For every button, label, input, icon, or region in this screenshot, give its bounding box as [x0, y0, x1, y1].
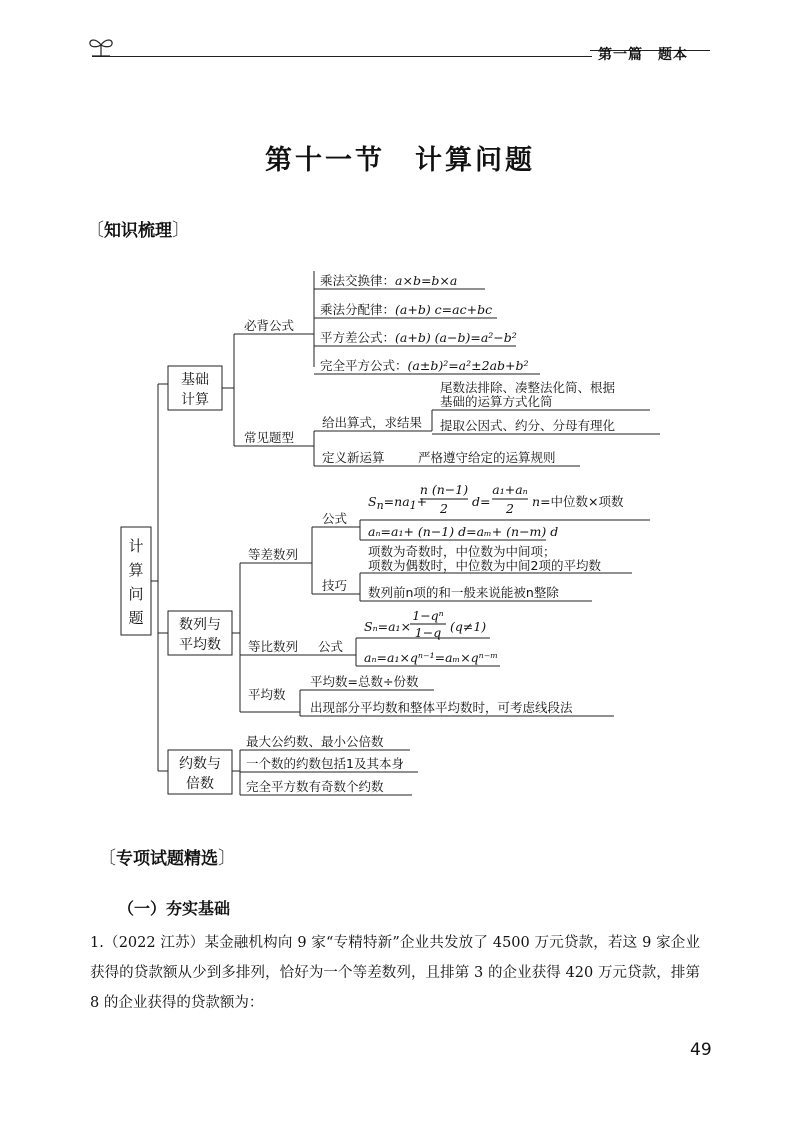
- b2-skill-1: 项数为奇数时，中位数为中间项；: [368, 544, 556, 559]
- b2-skill-label: 技巧: [322, 578, 348, 593]
- b3-item-3: 完全平方数有奇数个约数: [246, 779, 384, 794]
- b1-common-label: 常见题型: [244, 430, 295, 445]
- b1-must-item-2: 乘法分配律：(a+b) c=ac+bc: [320, 302, 493, 317]
- b1-given-label: 给出算式，求结果: [322, 415, 423, 430]
- question-1: 1.（2022 江苏）某金融机构向 9 家“专精特新”企业共发放了 4500 万元贷款，若这 9 家企业获得的贷款额从少到多排列，恰好为一个等差数列，且排第 3 的企业获得 420 万元贷款，排第 8 的企业获得的贷款额为：: [90, 935, 700, 1011]
- b1-given-note-2: 基础的运算方式化简: [440, 394, 553, 409]
- b2-skill-3: 数列前n项的和一般来说能被n整除: [368, 585, 559, 600]
- section-exercises: [98, 844, 236, 870]
- b2-formula-label: 公式: [322, 511, 348, 526]
- b1-define-note: 严格遵守给定的运算规则: [418, 450, 556, 465]
- section-exercises-label: 专项试题精选: [116, 849, 218, 869]
- b3-label-2: 倍数: [186, 776, 214, 792]
- root-connector: [151, 384, 168, 771]
- b2-skill-2: 项数为偶数时，中位数为中间2项的平均数: [368, 558, 601, 573]
- b3-label-1: 约数与: [179, 756, 221, 772]
- b2-an-formula: aₙ=a₁+ (n−1) d=aₘ+ (n−m) d: [368, 524, 559, 539]
- b1-define-label: 定义新运算: [322, 450, 385, 465]
- b2-sn-den2: 2: [506, 501, 514, 516]
- section-bracket-close-2: 〕: [218, 848, 236, 869]
- root-char-4: 题: [128, 609, 144, 627]
- b2-sn-d: d=: [472, 494, 491, 509]
- section-bracket-open-2: 〔: [98, 848, 116, 869]
- b1-given-note-3: 提取公因式、约分、分母有理化: [440, 418, 616, 433]
- b3-item-2: 一个数的约数包括1及其本身: [246, 756, 404, 771]
- b1-must-item-4: 完全平方公式：(a±b)²=a²±2ab+b²: [320, 358, 529, 373]
- root-char-3: 问: [128, 585, 144, 603]
- b1-must-label: 必背公式: [244, 318, 295, 333]
- b2-geo-cond: (q≠1): [450, 619, 487, 634]
- b3-item-1: 最大公约数、最小公倍数: [246, 734, 384, 749]
- b2-label-2: 平均数: [179, 637, 221, 653]
- b2-geo-formula-label: 公式: [318, 639, 344, 654]
- b1-label-2: 计算: [181, 392, 209, 408]
- b2-geo-label: 等比数列: [248, 639, 299, 654]
- b2-label-1: 数列与: [179, 617, 221, 633]
- b1-must-item-1: 乘法交换律：a×b=b×a: [320, 273, 458, 288]
- root-char-1: 计: [128, 537, 144, 555]
- b2-geo-an: aₙ=a₁×qⁿ⁻¹=aₘ×qⁿ⁻ᵐ: [364, 650, 499, 665]
- b2-avg-2: 出现部分平均数和整体平均数时，可考虑线段法: [310, 700, 573, 715]
- running-header: 第一篇 题本: [598, 47, 688, 63]
- b2-geo-sn: Sₙ=a₁×: [364, 619, 412, 634]
- b2-arith-label: 等差数列: [248, 547, 299, 562]
- b2-sn-den: 2: [440, 501, 448, 516]
- b1-given-note-1: 尾数法排除、凑整法化简、根据: [440, 380, 616, 395]
- b2-sn-formula: Sn=na1+: [368, 494, 428, 512]
- b2-geo-den: 1−q: [414, 625, 442, 640]
- page-title: 第十一节 计算问题: [265, 145, 535, 176]
- b2-avg-label: 平均数: [248, 687, 286, 702]
- b1-label-1: 基础: [181, 372, 209, 388]
- subsection-title: （一）夯实基础: [118, 899, 231, 918]
- section-bracket-open: 〔: [86, 220, 104, 241]
- b2-sn-num: n (n−1): [419, 482, 469, 497]
- root-char-2: 算: [128, 561, 144, 579]
- b2-sn-num2: a₁+aₙ: [492, 482, 528, 497]
- section-bracket-close: 〕: [172, 220, 190, 241]
- page-number: 49: [690, 1040, 712, 1060]
- b2-avg-1: 平均数=总数÷份数: [310, 674, 419, 689]
- section-knowledge-label: 知识梳理: [104, 221, 172, 241]
- b2-geo-num: 1−qⁿ: [412, 608, 444, 623]
- b2-sn-tail: n=中位数×项数: [532, 494, 624, 509]
- b1-must-item-3: 平方差公式：(a+b) (a−b)=a²−b²: [320, 330, 517, 345]
